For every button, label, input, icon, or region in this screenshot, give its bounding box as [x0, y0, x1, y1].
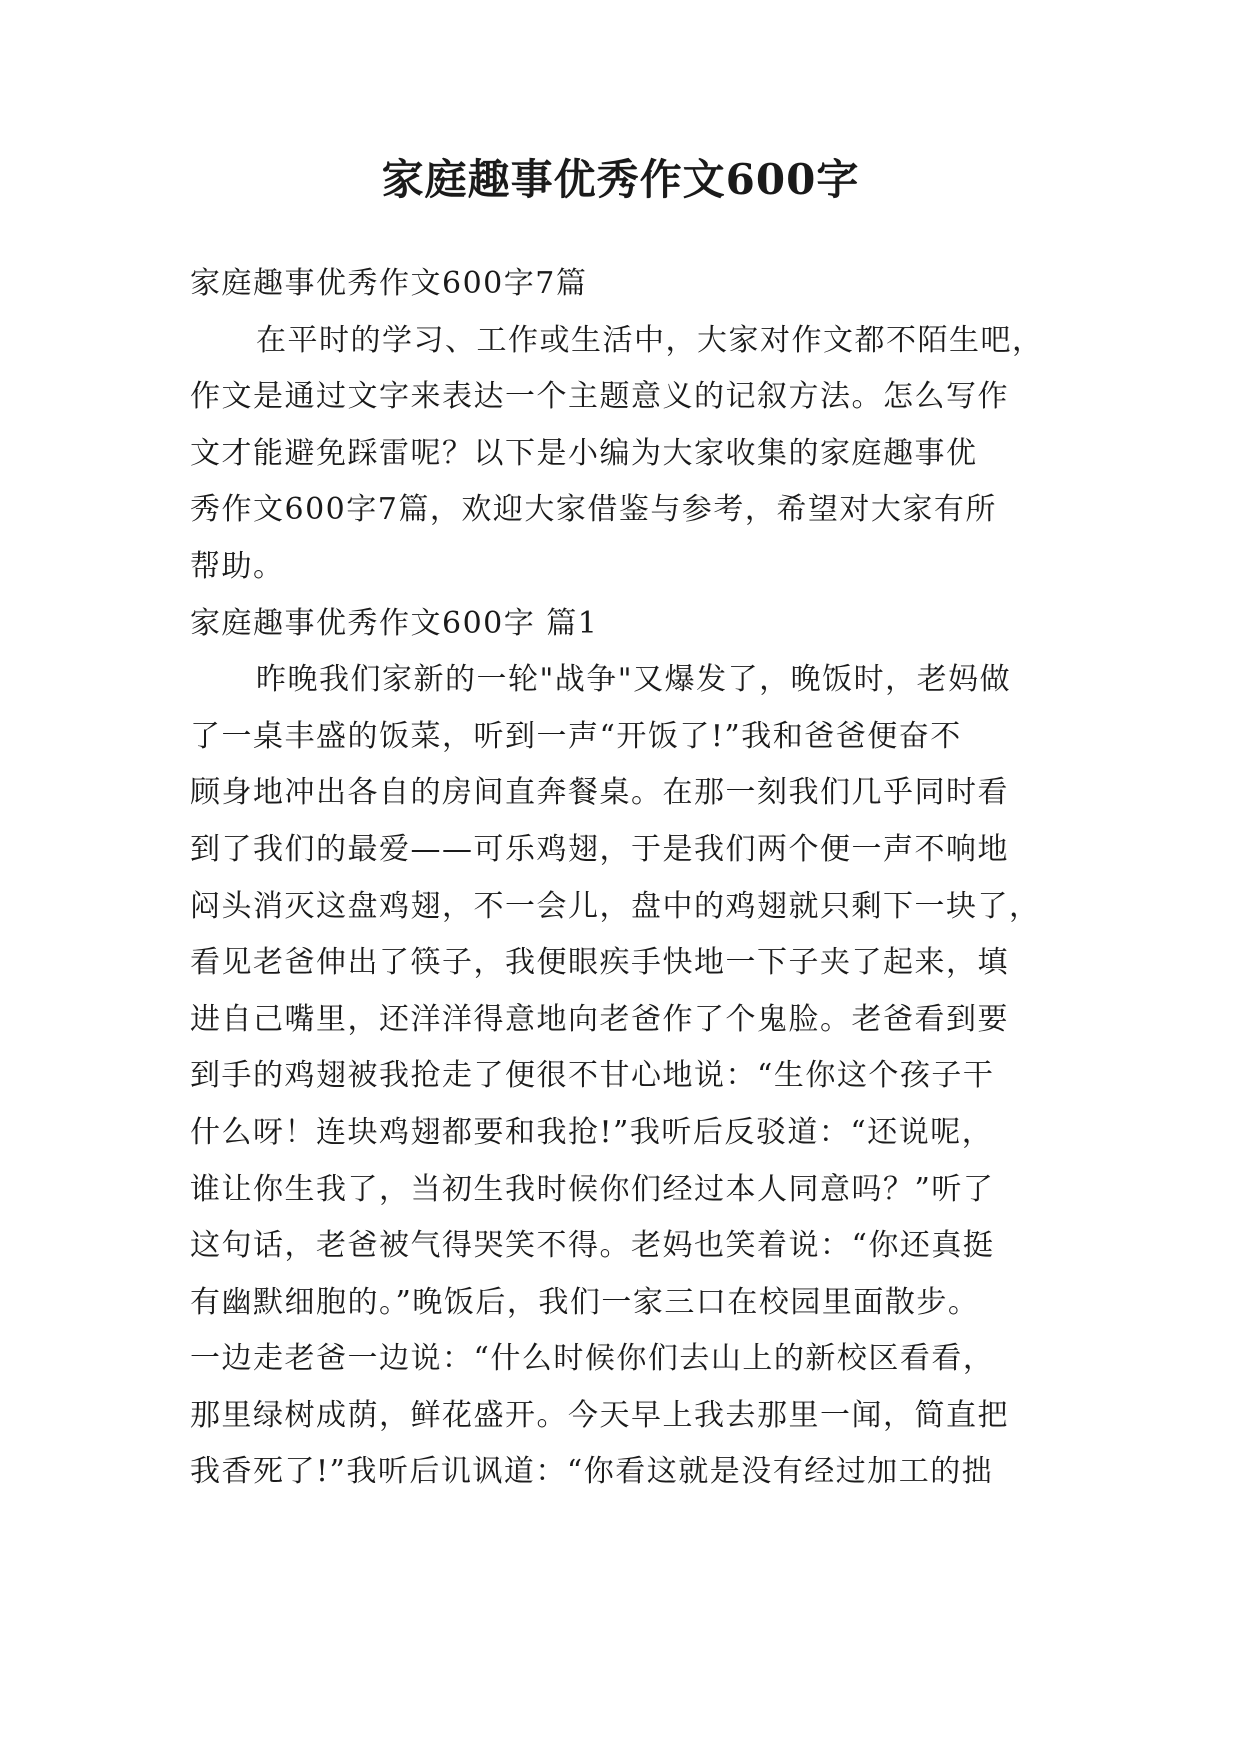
paragraph-line: 什么呀！连块鸡翅都要和我抢!”我听后反驳道：“还说呢，	[190, 1114, 994, 1150]
paragraph-line: 这句话，老爸被气得哭笑不得。老妈也笑着说：“你还真挺	[190, 1228, 995, 1264]
paragraph-line: 到了我们的最爱——可乐鸡翅，于是我们两个便一声不响地	[190, 831, 1009, 867]
paragraph-line: 进自己嘴里，还洋洋得意地向老爸作了个鬼脸。老爸看到要	[190, 1001, 1009, 1037]
paragraph-line: 那里绿树成荫，鲜花盛开。今天早上我去那里一闻，简直把	[190, 1397, 1009, 1433]
paragraph-line: 看见老爸伸出了筷子，我便眼疾手快地一下子夹了起来，填	[190, 945, 1009, 981]
paragraph-line: 顾身地冲出各自的房间直奔餐桌。在那一刻我们几乎同时看	[190, 775, 1009, 811]
paragraph-line: 了一桌丰盛的饭菜，听到一声“开饭了!”我和爸爸便奋不	[190, 718, 962, 754]
paragraph-line: 闷头消灭这盘鸡翅，不一会儿，盘中的鸡翅就只剩下一块了，	[190, 888, 1041, 924]
document-title: 家庭趣事优秀作文600字	[381, 155, 860, 204]
paragraph-line: 文才能避免踩雷呢？以下是小编为大家收集的家庭趣事优	[190, 435, 978, 471]
paragraph-line: 在平时的学习、工作或生活中，大家对作文都不陌生吧，	[256, 322, 1044, 358]
document-body	[190, 256, 1060, 1501]
section-heading: 家庭趣事优秀作文600字 篇1	[190, 605, 599, 641]
paragraph-line: 秀作文600字7篇，欢迎大家借鉴与参考，希望对大家有所	[190, 492, 997, 528]
subtitle-line: 家庭趣事优秀作文600字7篇	[190, 266, 588, 301]
paragraph-line: 作文是通过文字来表达一个主题意义的记叙方法。怎么写作	[190, 379, 1009, 415]
paragraph-line: 一边走老爸一边说：“什么时候你们去山上的新校区看看，	[190, 1341, 995, 1377]
paragraph-line: 有幽默细胞的。”晚饭后，我们一家三口在校园里面散步。	[190, 1284, 980, 1320]
paragraph-line: 昨晚我们家新的一轮"战争"又爆发了，晚饭时，老妈做	[256, 662, 1012, 698]
paragraph-line: 帮助。	[190, 548, 285, 584]
paragraph-line: 我香死了!”我听后讥讽道：“你看这就是没有经过加工的拙	[190, 1454, 994, 1490]
paragraph-line: 谁让你生我了，当初生我时候你们经过本人同意吗？”听了	[190, 1171, 995, 1207]
paragraph-line: 到手的鸡翅被我抢走了便很不甘心地说：“生你这个孩子干	[190, 1058, 995, 1094]
